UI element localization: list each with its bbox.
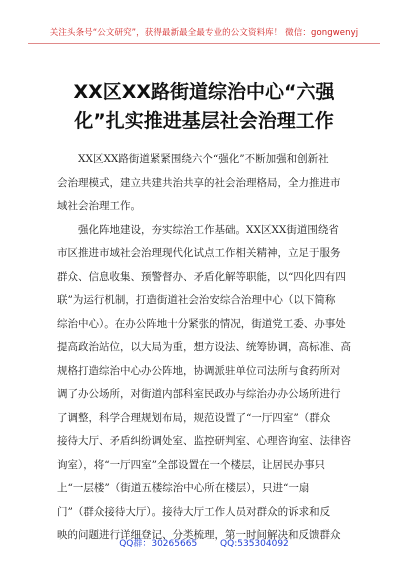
body-line: 群众、信息收集、预警督办、矛盾化解等职能，以“四化四有四 <box>57 270 346 283</box>
body-line: 门”（群众接待大厅）。接待大厅工作人员对群众的诉求和反 <box>57 505 331 518</box>
header-notice: 关注头条号“公文研究”，获得最新最全最专业的公文资料库！ 微信：gongwenyj <box>49 28 359 38</box>
footer-qq: QQ:535304092 <box>220 539 289 549</box>
body-line: 会治理模式，建立共建共治共享的社会治理格局，全力推进市 <box>57 176 341 189</box>
body-line: 接待大厅、矛盾纠纷调处室、监控研判室、心理咨询室、法律咨 <box>57 435 351 447</box>
title-line-2: 化”扎实推进基层社会治理工作 <box>74 110 334 132</box>
body-line: 上“一层楼”（街道五楼综治中心所在楼层），只进“一扇 <box>57 482 310 494</box>
body-line: 询室），将“一厅四室”全部设置在一个楼层，让居民办事只 <box>57 458 325 471</box>
title-line-1: XX区XX路街道综治中心“六强 <box>73 81 335 103</box>
body-line: 市区推进市域社会治理现代化试点工作相关精神，立足于服务 <box>57 247 341 259</box>
body-line: 域社会治理工作。 <box>57 200 141 212</box>
body-line: 映的问题进行详细登记、分类梳理，第一时间解决和反馈群众 <box>57 529 341 541</box>
body-line: 提高政治站位，以大局为重，想方设法、统筹协调，高标准、高 <box>57 341 351 353</box>
body-line: 规格打造综治中心办公阵地，协调派驻单位司法所与食药所对 <box>57 364 341 377</box>
body-line: 了调整，科学合理规划布局，规范设置了“一厅四室”（群众 <box>57 411 331 424</box>
body-line: 调了办公场所，对街道内部科室民政办与综治办办公场所进行 <box>57 388 341 400</box>
document-title <box>30 78 378 136</box>
body-line: 强化阵地建设，夯实综治工作基础。XX区XX街道围绕省 <box>78 223 339 236</box>
header-divider <box>28 43 380 44</box>
document-body <box>57 148 353 548</box>
footer-contact <box>0 536 408 549</box>
body-line: 综治中心）。在办公阵地十分紧张的情况，街道党工委、办事处 <box>57 317 346 330</box>
body-line: 联”为运行机制，打造街道社会治安综合治理中心（以下简称 <box>57 294 336 306</box>
body-line: XX区XX路街道紧紧围绕六个“强化”不断加强和创新社 <box>78 153 329 165</box>
footer-qq-group: QQ群：30265665 <box>119 539 198 549</box>
